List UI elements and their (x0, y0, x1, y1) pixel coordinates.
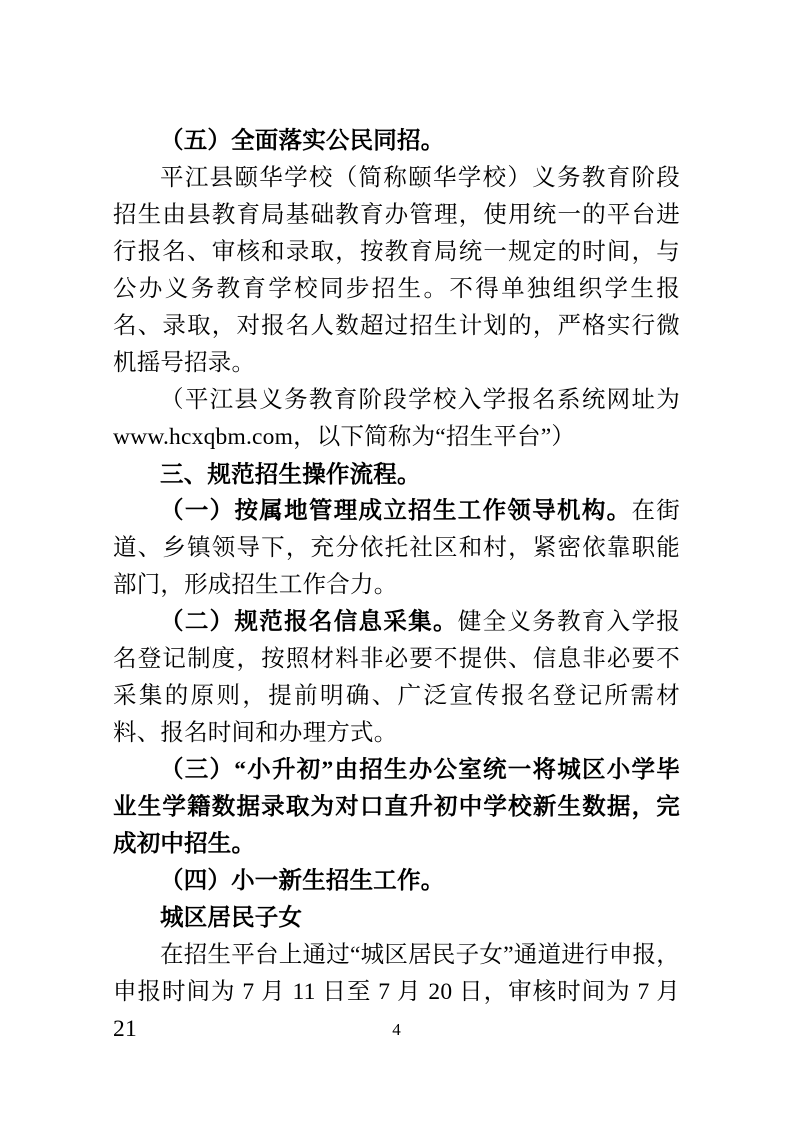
paragraph (113, 900, 680, 937)
text-run: 在街道、乡镇领导下，充分依托社区和村，紧密依靠职能部门，形成招生工作合力。 (113, 498, 680, 598)
text-run: 平江县颐华学校（简称颐华学校）义务教育阶段招生由县教育局基础教育办管理，使用统一的平台进行报名、审核和录取，按教育局统一规定的时间，与公办义务教育学校同步招生。不得单独组织学生报名、录取，对报名人数超过招生计划的，严格实行微机摇号招录。 (113, 165, 680, 376)
page-number: 4 (392, 1020, 401, 1039)
text-run-bold: 城区居民子女 (160, 905, 303, 931)
document-body (113, 123, 680, 1048)
paragraph (113, 382, 680, 456)
text-run-bold: （一）按属地管理成立招生工作领导机构。 (160, 498, 632, 524)
text-run-bold: （二）规范报名信息采集。 (160, 609, 458, 635)
paragraph (113, 604, 680, 752)
text-run-bold: 三、规范招生操作流程。 (160, 461, 421, 487)
paragraph (113, 456, 680, 493)
text-run: 在招生平台上通过“城区居民子女”通道进行申报，申报时间为 7 月 11 日至 7 月 20 日，审核时间为 7 月 21 (113, 942, 680, 1042)
text-run-bold: （三）“小升初”由招生办公室统一将城区小学毕业生学籍数据录取为对口直升初中学校新生数据，完成初中招生。 (113, 757, 680, 857)
paragraph (113, 752, 680, 863)
text-run-bold: （五）全面落实公民同招。 (160, 128, 445, 154)
text-run: 健全义务教育入学报名登记制度，按照材料非必要不提供、信息非必要不采集的原则，提前明确、广泛宣传报名登记所需材料、报名时间和办理方式。 (113, 609, 680, 746)
text-run-bold: （四）小一新生招生工作。 (160, 868, 445, 894)
paragraph (113, 493, 680, 604)
paragraph (113, 160, 680, 382)
text-run: （平江县义务教育阶段学校入学报名系统网址为www.hcxqbm.com，以下简称为“招生平台”） (113, 387, 680, 450)
paragraph (113, 863, 680, 900)
paragraph (113, 123, 680, 160)
